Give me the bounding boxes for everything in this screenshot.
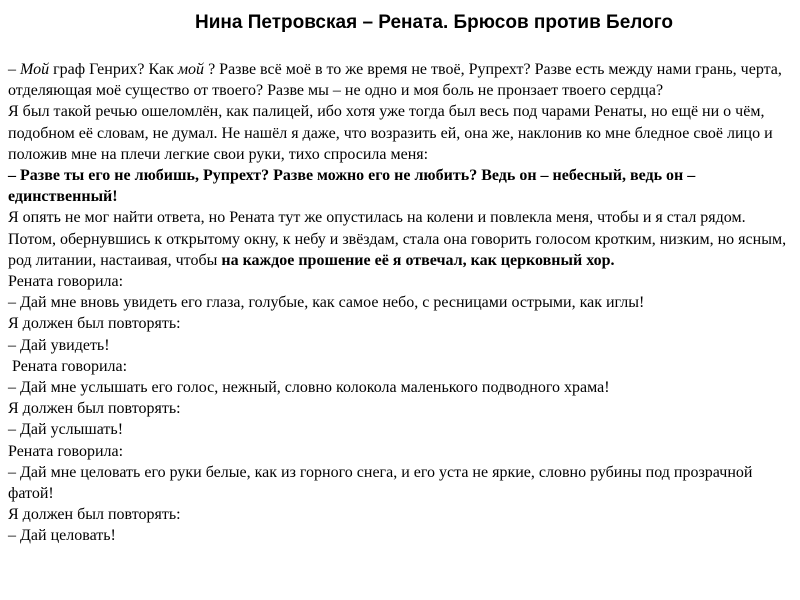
line-1: Рената говорила:: [8, 273, 124, 291]
p1-dash: –: [8, 61, 20, 78]
p1-italic-moi-2: мой: [177, 61, 205, 78]
line-6: – Дай мне услышать его голос, нежный, словно колокола маленького подводного храма!: [8, 379, 610, 397]
p1-text-2: ? Разве всё моё в то же время не твоё, Рупрехт? Разве есть между нами грань, черта, отделяющая моё существо от твоего? Разве мы – не одно и моя боль не пронзает твоего сердца?: [8, 61, 782, 100]
line-3: Я должен был повторять:: [8, 315, 181, 333]
line-11: Я должен был повторять:: [8, 506, 181, 524]
line-7: Я должен был повторять:: [8, 400, 181, 418]
line-5: Рената говорила:: [8, 357, 128, 375]
line-12: – Дай целовать!: [8, 527, 116, 545]
paragraph-1: [8, 59, 792, 101]
text-body: [8, 59, 792, 547]
paragraph-4: [8, 207, 792, 271]
line-8: – Дай услышать!: [8, 421, 124, 439]
line-9: Рената говорила:: [8, 442, 124, 460]
p1-italic-moi-1: Мой: [20, 61, 50, 78]
line-10: – Дай мне целовать его руки белые, как из горного снега, и его уста не яркие, словно рубины под прозрачной фатой!: [8, 463, 753, 503]
p1-text-1: граф Генрих? Как: [49, 61, 178, 78]
line-2: – Дай мне вновь увидеть его глаза, голубые, как самое небо, с ресницами острыми, как иглы!: [8, 294, 645, 312]
paragraph-2: Я был такой речью ошеломлён, как палицей, ибо хотя уже тогда был весь под чарами Ренаты, но ещё ни о чём, подобном её словам, не думал. Не нашёл я даже, что возразить ей, она же, наклонив ко мне бледное своё лицо и положив мне на плечи легкие свои руки, тихо спросила меня:: [8, 103, 773, 163]
slide-title: Нина Петровская – Рената. Брюсов против Белого: [195, 12, 673, 33]
line-4: – Дай увидеть!: [8, 336, 110, 354]
p4-bold: на каждое прошение её я отвечал, как церковный хор.: [221, 251, 615, 269]
paragraph-3-bold: – Разве ты его не любишь, Рупрехт? Разве можно его не любить? Ведь он – небесный, ведь он – единственный!: [8, 167, 696, 206]
p4-text: Я опять не мог найти ответа, но Рената тут же опустилась на колени и повлекла меня, чтобы и я стал рядом. Потом, обернувшись к открытому окну, к небу и звёздам, стала она говорить голосом кротким, низким, но ясным, род литании, настаивая, чтобы: [8, 209, 787, 269]
